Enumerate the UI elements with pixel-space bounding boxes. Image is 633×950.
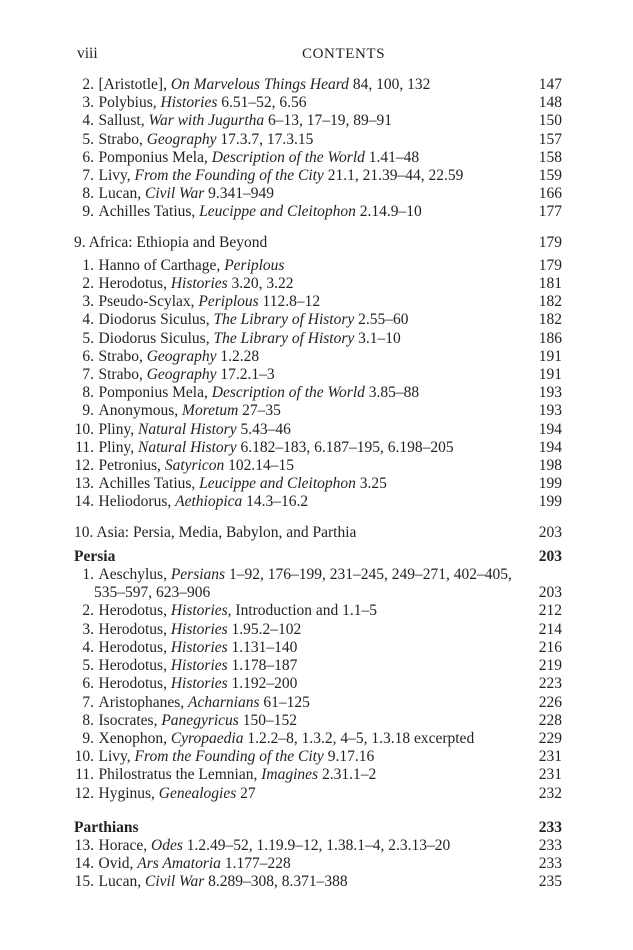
row-text: Achilles Tatius, Leucippe and Cleitophon 2.14.9–10: [98, 203, 422, 221]
row-text: Heliodorus, Aethiopica 14.3–16.2: [98, 493, 309, 511]
toc-entry-row: [74, 621, 562, 639]
work-title: Geography: [146, 366, 217, 384]
toc-rows: [74, 76, 562, 892]
page-number: 191: [538, 347, 562, 365]
toc-entry-row: [74, 602, 562, 620]
row-text: Persia: [74, 547, 116, 565]
entry-number: 14.: [74, 493, 94, 511]
work-title: From the Founding of the City: [134, 748, 324, 766]
entry-number: 2.: [82, 602, 94, 620]
page-number: 233: [538, 818, 562, 836]
work-title: The Library of History: [213, 311, 355, 329]
page-number: 194: [538, 438, 562, 456]
entry-number: 14.: [74, 855, 94, 873]
work-title: On Marvelous Things Heard: [170, 76, 349, 93]
row-text: 9. Africa: Ethiopia and Beyond: [74, 233, 268, 251]
entry-number: 9.: [82, 729, 94, 747]
toc-entry-row: [74, 730, 562, 748]
entry-number: 3.: [82, 94, 94, 112]
row-text: Lucan, Civil War 8.289–308, 8.371–388: [98, 873, 348, 891]
entry-number: 1.: [82, 256, 94, 274]
row-text: Polybius, Histories 6.51–52, 6.56: [98, 94, 307, 112]
page-number: 235: [538, 873, 562, 891]
running-head-title: CONTENTS: [302, 46, 386, 62]
row-text: Aeschylus, Persians 1–92, 176–199, 231–245, 249–271, 402–405,: [98, 566, 512, 584]
toc-entry-row: [74, 275, 562, 293]
row-text: Livy, From the Founding of the City 9.17.16: [98, 748, 375, 766]
toc-cont-row: [74, 584, 562, 602]
toc-entry-row: [74, 475, 562, 493]
row-text: Diodorus Siculus, The Library of History 3.1–10: [98, 329, 401, 347]
work-title: Ars Amatoria: [137, 855, 221, 873]
row-text: Hyginus, Genealogies 27: [98, 784, 256, 802]
row-text: Herodotus, Histories 1.131–140: [98, 638, 298, 656]
toc-entry-row: [74, 457, 562, 475]
entry-number: 4.: [82, 311, 94, 329]
toc-chapter-row: [74, 234, 562, 252]
page-header: [0, 45, 633, 65]
page-number: 226: [538, 693, 562, 711]
row-text: Lucan, Civil War 9.341–949: [98, 185, 275, 203]
toc-entry-row: [74, 384, 562, 402]
entry-number: 5.: [82, 329, 94, 347]
entry-number: 7.: [82, 366, 94, 384]
toc-entry-row: [74, 366, 562, 384]
work-title: From the Founding of the City: [134, 167, 324, 185]
entry-number: 12.: [74, 457, 94, 475]
entry-number: 15.: [74, 873, 94, 891]
toc-entry-row: [74, 855, 562, 873]
toc-entry-row: [74, 167, 562, 185]
toc-entry-row: [74, 203, 562, 221]
entry-number: 10.: [74, 748, 94, 766]
work-title: Histories: [160, 94, 218, 112]
work-title: Geography: [146, 130, 217, 148]
row-text: Herodotus, Histories 1.192–200: [98, 675, 298, 693]
toc-entry-row: [74, 639, 562, 657]
page-number: 193: [538, 402, 562, 420]
row-text: Ovid, Ars Amatoria 1.177–228: [98, 855, 291, 873]
entry-number: 8.: [82, 711, 94, 729]
page-number: 199: [538, 475, 562, 493]
entry-number: 10.: [74, 420, 94, 438]
toc-entry-row: [74, 566, 562, 584]
entry-number: 13.: [74, 475, 94, 493]
page-number: 194: [538, 420, 562, 438]
page-number: 231: [538, 748, 562, 766]
work-title: Acharnians: [188, 693, 260, 711]
row-text: Herodotus, Histories 3.20, 3.22: [98, 275, 294, 293]
page-number: 182: [538, 311, 562, 329]
entry-number: 8.: [82, 185, 94, 203]
page-number: 182: [538, 293, 562, 311]
work-title: Leucippe and Cleitophon: [199, 203, 356, 221]
row-text: Hanno of Carthage, Periplous: [98, 256, 285, 274]
entry-number: 7.: [82, 167, 94, 185]
page-number: 191: [538, 366, 562, 384]
toc-entry-row: [74, 766, 562, 784]
work-title: Histories: [170, 275, 228, 293]
toc-entry-row: [74, 748, 562, 766]
page-number: 203: [538, 584, 562, 602]
work-title: Geography: [146, 347, 217, 365]
row-text: Strabo, Geography 1.2.28: [98, 347, 260, 365]
page-number: 216: [538, 638, 562, 656]
row-text: Herodotus, Histories, Introduction and 1.1–5: [98, 602, 378, 620]
entry-number: 3.: [82, 293, 94, 311]
page-number: 181: [538, 275, 562, 293]
work-title: Civil War: [144, 185, 205, 203]
toc-entry-row: [74, 785, 562, 803]
entry-number: 12.: [74, 784, 94, 802]
work-title: Natural History: [137, 420, 237, 438]
work-title: Periplous: [224, 256, 285, 274]
row-text: [Aristotle], On Marvelous Things Heard 84, 100, 132: [98, 76, 431, 93]
work-title: Histories: [170, 620, 228, 638]
row-text: 10. Asia: Persia, Media, Babylon, and Parthia: [74, 523, 357, 541]
work-title: Histories: [170, 602, 228, 620]
row-text: 535–597, 623–906: [94, 584, 211, 602]
toc-entry-row: [74, 657, 562, 675]
work-title: Histories: [170, 675, 228, 693]
page-number: 203: [538, 523, 562, 541]
work-title: The Library of History: [213, 329, 355, 347]
row-text: Pomponius Mela, Description of the World 3.85–88: [98, 384, 420, 402]
work-title: Leucippe and Cleitophon: [199, 475, 356, 493]
row-text: Pliny, Natural History 5.43–46: [98, 420, 291, 438]
page-number: 223: [538, 675, 562, 693]
toc-entry-row: [74, 837, 562, 855]
work-title: Description of the World: [211, 384, 365, 402]
toc-entry-row: [74, 675, 562, 693]
row-text: Petronius, Satyricon 102.14–15: [98, 457, 294, 475]
toc-entry-row: [74, 311, 562, 329]
page-number: 186: [538, 329, 562, 347]
work-title: Odes: [151, 836, 183, 854]
page-number: 233: [538, 836, 562, 854]
entry-number: 6.: [82, 347, 94, 365]
page-number: 179: [538, 233, 562, 251]
page-number: 159: [538, 167, 562, 185]
work-title: Aethiopica: [175, 493, 243, 511]
toc-entry-row: [74, 76, 562, 94]
work-title: Civil War: [144, 873, 205, 891]
page-number: 233: [538, 855, 562, 873]
toc-entry-row: [74, 94, 562, 112]
page-number: 229: [538, 729, 562, 747]
entry-number: 9.: [82, 402, 94, 420]
entry-number: 9.: [82, 203, 94, 221]
work-title: Satyricon: [164, 457, 225, 475]
page-number: 198: [538, 457, 562, 475]
toc-entry-row: [74, 185, 562, 203]
toc-entry-row: [74, 421, 562, 439]
toc-entry-row: [74, 330, 562, 348]
work-title: Imagines: [261, 766, 319, 784]
toc-entry-row: [74, 293, 562, 311]
entry-number: 11.: [75, 766, 94, 784]
toc-section-row: [74, 548, 562, 566]
page-number: 179: [538, 256, 562, 274]
row-text: Diodorus Siculus, The Library of History 2.55–60: [98, 311, 409, 329]
page-number: 212: [538, 602, 562, 620]
page-number: 199: [538, 493, 562, 511]
row-text: Herodotus, Histories 1.95.2–102: [98, 620, 302, 638]
page-number: 157: [538, 130, 562, 148]
page-number: 232: [538, 784, 562, 802]
work-title: Cyropaedia: [170, 729, 244, 747]
page-number: 193: [538, 384, 562, 402]
work-title: Persians: [170, 566, 226, 584]
work-title: War with Jugurtha: [148, 112, 265, 130]
row-text: Anonymous, Moretum 27–35: [98, 402, 281, 420]
work-title: Periplous: [198, 293, 259, 311]
entry-number: 11.: [75, 438, 94, 456]
work-title: Histories: [170, 638, 228, 656]
row-text: Strabo, Geography 17.2.1–3: [98, 366, 275, 384]
work-title: Histories: [170, 657, 228, 675]
toc-section-row: [74, 819, 562, 837]
page-number: 166: [538, 185, 562, 203]
page-number: 203: [538, 547, 562, 565]
entry-number: 4.: [82, 112, 94, 130]
toc-entry-row: [74, 712, 562, 730]
entry-number: 2.: [82, 275, 94, 293]
work-title: Moretum: [182, 402, 239, 420]
row-text: Aristophanes, Acharnians 61–125: [98, 693, 310, 711]
row-text: Livy, From the Founding of the City 21.1, 21.39–44, 22.59: [98, 167, 464, 185]
page-number: 158: [538, 148, 562, 166]
toc-chapter-row: [74, 524, 562, 542]
row-text: Sallust, War with Jugurtha 6–13, 17–19, 89–91: [98, 112, 393, 130]
toc-entry-row: [74, 131, 562, 149]
entry-number: 2.: [82, 76, 94, 93]
row-text: Parthians: [74, 818, 139, 836]
entry-number: 5.: [82, 130, 94, 148]
row-text: Xenophon, Cyropaedia 1.2.2–8, 1.3.2, 4–5, 1.3.18 excerpted: [98, 729, 475, 747]
work-title: Genealogies: [158, 784, 237, 802]
work-title: Panegyricus: [161, 711, 239, 729]
page-number: 147: [538, 76, 562, 93]
row-text: Pliny, Natural History 6.182–183, 6.187–195, 6.198–205: [98, 438, 454, 456]
row-text: Strabo, Geography 17.3.7, 17.3.15: [98, 130, 314, 148]
toc-entry-row: [74, 149, 562, 167]
entry-number: 1.: [82, 566, 94, 584]
entry-number: 3.: [82, 620, 94, 638]
page-number: 177: [538, 203, 562, 221]
toc-entry-row: [74, 694, 562, 712]
row-text: Herodotus, Histories 1.178–187: [98, 657, 298, 675]
entry-number: 13.: [74, 836, 94, 854]
toc-entry-row: [74, 348, 562, 366]
entry-number: 7.: [82, 693, 94, 711]
folio-page-number: viii: [77, 45, 98, 62]
toc-entry-row: [74, 257, 562, 275]
page-number: 231: [538, 766, 562, 784]
toc-entry-row: [74, 402, 562, 420]
entry-number: 6.: [82, 675, 94, 693]
entry-number: 5.: [82, 657, 94, 675]
work-title: Description of the World: [211, 148, 365, 166]
entry-number: 6.: [82, 148, 94, 166]
page-number: 219: [538, 657, 562, 675]
row-text: Achilles Tatius, Leucippe and Cleitophon 3.25: [98, 475, 387, 493]
page-number: 214: [538, 620, 562, 638]
page-number: 148: [538, 94, 562, 112]
toc-entry-row: [74, 439, 562, 457]
toc-entry-row: [74, 873, 562, 891]
row-text: Philostratus the Lemnian, Imagines 2.31.1–2: [98, 766, 377, 784]
row-text: Isocrates, Panegyricus 150–152: [98, 711, 297, 729]
page-number: 228: [538, 711, 562, 729]
toc-entry-row: [74, 493, 562, 511]
entry-number: 8.: [82, 384, 94, 402]
work-title: Natural History: [137, 438, 237, 456]
row-text: Pomponius Mela, Description of the World 1.41–48: [98, 148, 420, 166]
row-text: Pseudo-Scylax, Periplous 112.8–12: [98, 293, 321, 311]
page-number: 150: [538, 112, 562, 130]
entry-number: 4.: [82, 638, 94, 656]
toc-entry-row: [74, 112, 562, 130]
row-text: Horace, Odes 1.2.49–52, 1.19.9–12, 1.38.1–4, 2.3.13–20: [98, 836, 451, 854]
